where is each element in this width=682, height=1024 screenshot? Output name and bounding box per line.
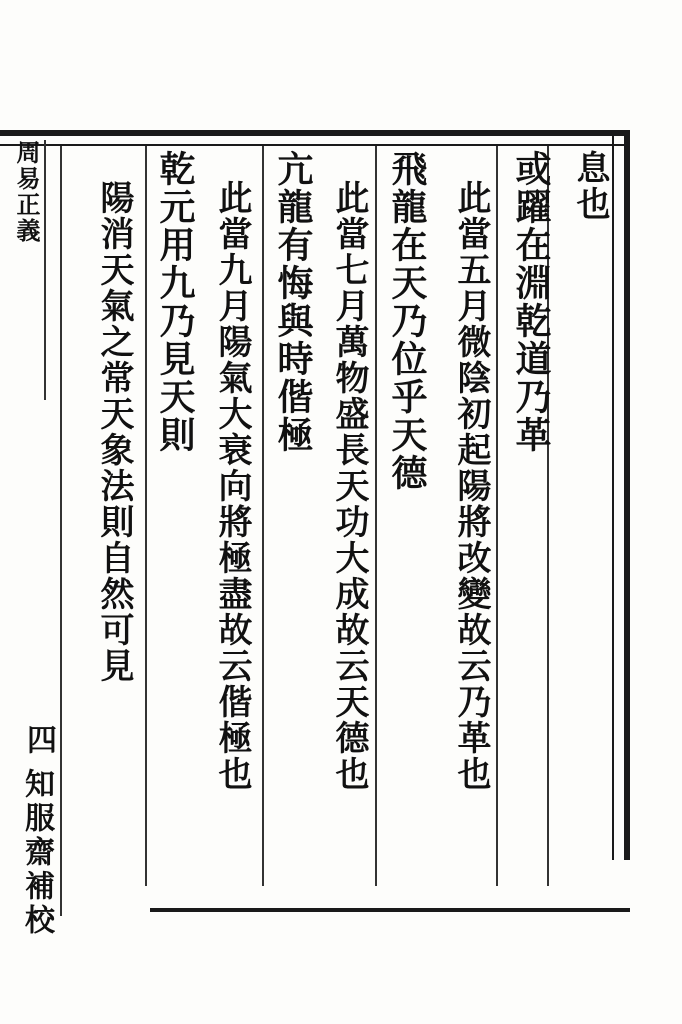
text-column-commentary: 息也 — [570, 150, 610, 222]
page-number: 四 — [21, 724, 56, 756]
bottom-border — [150, 908, 630, 912]
text-column-main: 乾元用九乃見天則 — [154, 150, 196, 454]
column-rule — [262, 146, 264, 886]
column-rule — [496, 146, 498, 886]
text-column-commentary: 此當七月萬物盛長天功大成故云天德也 — [329, 180, 369, 792]
side-book-title: 周易正義 — [18, 140, 46, 400]
text-column-main: 飛龍在天乃位乎天德 — [386, 150, 428, 492]
text-column-commentary: 陽消天氣之常天象法則自然可見 — [94, 180, 134, 684]
column-rule — [145, 146, 147, 886]
library-mark: 知服齋補校 — [19, 768, 54, 938]
top-border — [0, 130, 628, 146]
text-column-commentary: 此當五月微陰初起陽將改變故云乃革也 — [451, 180, 491, 792]
text-column-commentary: 此當九月陽氣大衰向將極盡故云偕極也 — [212, 180, 252, 792]
text-column-main: 或躍在淵乾道乃革 — [510, 150, 552, 454]
text-column-main: 亢龍有悔與時偕極 — [272, 150, 314, 454]
column-rule — [60, 146, 62, 916]
column-rule — [375, 146, 377, 886]
right-border — [612, 130, 630, 860]
